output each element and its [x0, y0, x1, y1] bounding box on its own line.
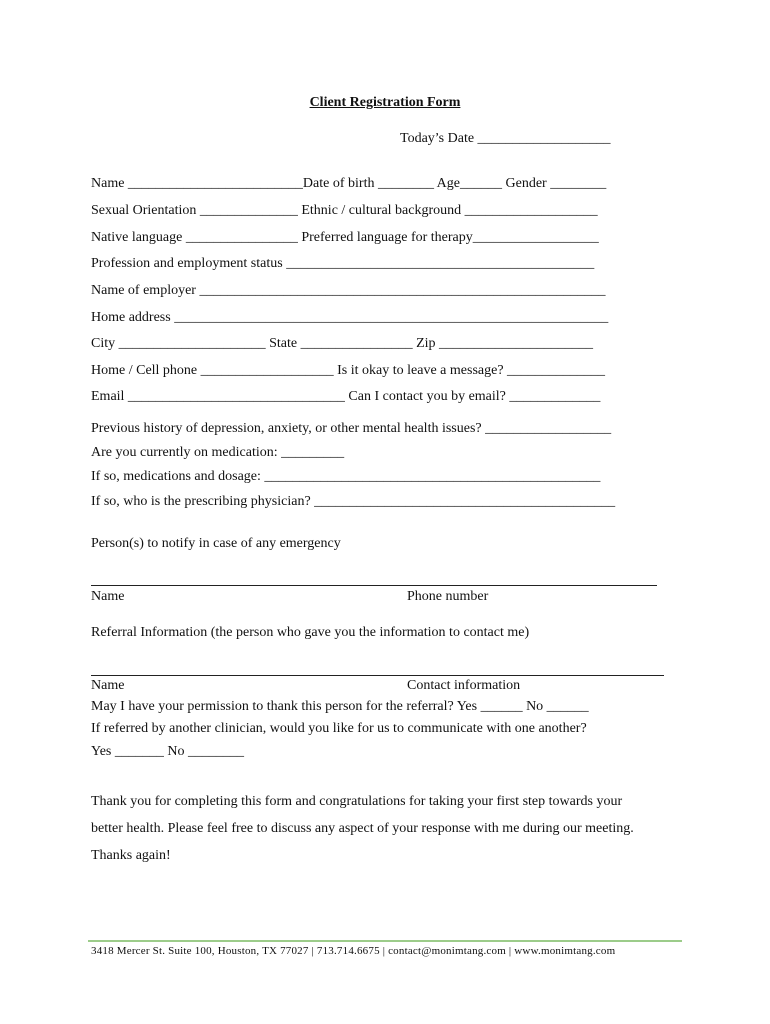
- email-row[interactable]: Email _______________________________ Can I contact you by email? _____________: [91, 389, 601, 404]
- emergency-heading: Person(s) to notify in case of any emergency: [91, 536, 341, 551]
- orientation-ethnicity-row[interactable]: Sexual Orientation ______________ Ethnic / cultural background ___________________: [91, 203, 598, 218]
- form-title: Client Registration Form: [309, 95, 461, 110]
- referral-contact-label: Contact information: [407, 678, 521, 693]
- referral-contact-line[interactable]: [91, 675, 664, 676]
- prescribing-physician-row[interactable]: If so, who is the prescribing physician? ___________________________________________: [91, 494, 616, 509]
- home-address-row[interactable]: Home address ______________________________________________________________: [91, 310, 609, 325]
- name-dob-age-gender-row[interactable]: Name _________________________Date of birth ________ Age______ Gender ________: [91, 176, 607, 191]
- closing-line-1: Thank you for completing this form and congratulations for taking your first step towards your: [91, 794, 623, 809]
- referral-heading: Referral Information (the person who gave you the information to contact me): [91, 625, 530, 640]
- emergency-contact-line[interactable]: [91, 585, 657, 586]
- medications-dosage-row[interactable]: If so, medications and dosage: ________________________________________________: [91, 469, 601, 484]
- closing-line-2: better health. Please feel free to discuss any aspect of your response with me during our meeting.: [91, 821, 634, 836]
- employer-row[interactable]: Name of employer __________________________________________________________: [91, 283, 606, 298]
- todays-date-field[interactable]: Today’s Date ___________________: [400, 131, 611, 146]
- referral-permission-row[interactable]: May I have your permission to thank this person for the referral? Yes ______ No ______: [91, 699, 589, 714]
- medication-row[interactable]: Are you currently on medication: _________: [91, 445, 345, 460]
- mental-health-history-row[interactable]: Previous history of depression, anxiety, or other mental health issues? __________________: [91, 421, 612, 436]
- footer-divider: [88, 940, 682, 942]
- profession-row[interactable]: Profession and employment status ____________________________________________: [91, 256, 595, 271]
- footer-contact: 3418 Mercer St. Suite 100, Houston, TX 77027 | 713.714.6675 | contact@monimtang.com | www.monimtang.com: [91, 945, 616, 957]
- referral-name-label: Name: [91, 678, 125, 693]
- closing-paragraph: [91, 788, 691, 869]
- language-row[interactable]: Native language ________________ Preferred language for therapy__________________: [91, 230, 599, 245]
- clinician-communication-question: If referred by another clinician, would you like for us to communicate with one another?: [91, 721, 587, 736]
- closing-line-3: Thanks again!: [91, 848, 171, 863]
- phone-message-row[interactable]: Home / Cell phone ___________________ Is it okay to leave a message? ______________: [91, 363, 606, 378]
- clinician-yes-no-row[interactable]: Yes _______ No ________: [91, 744, 244, 759]
- city-state-zip-row[interactable]: City _____________________ State ________________ Zip ______________________: [91, 336, 594, 351]
- emergency-name-label: Name: [91, 589, 125, 604]
- emergency-phone-label: Phone number: [407, 589, 489, 604]
